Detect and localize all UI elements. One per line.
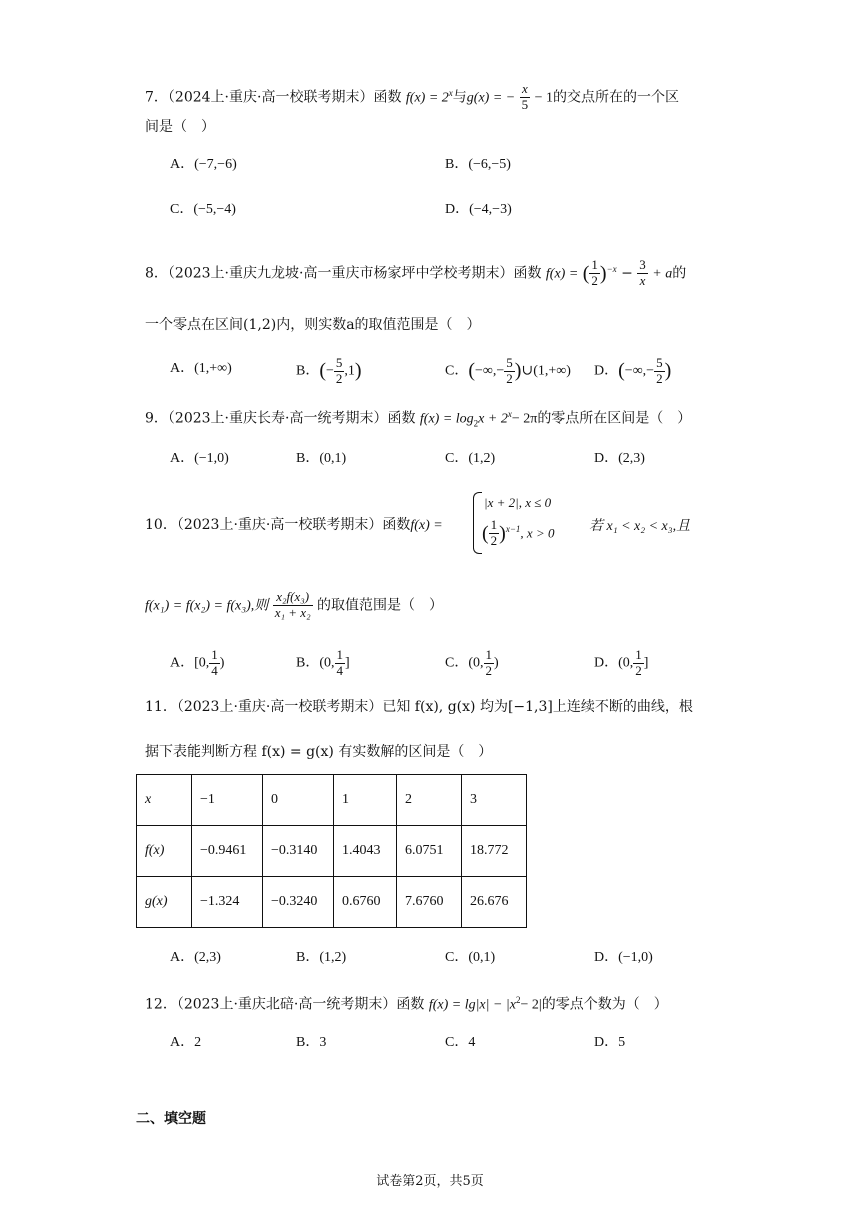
table-cell: 1 (334, 775, 397, 826)
q8-stem-line2: 一个零点在区间(1,2)内，则实数a的取值范围是（ ） (145, 317, 481, 333)
q10-stem-line1: 10．（2023上·重庆·高一校联考期末）函数f(x) = (145, 517, 443, 533)
q10-case2: ( $\frac{1}{2}$ )$^{x-1}$, x > 0 (482, 517, 555, 548)
q9-option-a[interactable]: A．(−1,0) (170, 451, 229, 466)
q12-option-a[interactable]: A．2 (170, 1035, 202, 1050)
q9-option-b[interactable]: B．(0,1) (296, 451, 347, 466)
q11-stem-line1: 11．（2023上·重庆·高一校联考期末）已知 f(x), g(x) 均为[−1,3]上连续不断的曲线，根 (145, 699, 693, 715)
section-heading-fill-in: 二、填空题 (136, 1111, 206, 1127)
q11-value-table (136, 774, 527, 928)
table-cell: −0.3140 (263, 826, 334, 877)
q10-option-a[interactable]: A．[0, $\frac{1}{4}$ ) (170, 647, 225, 678)
table-cell: −0.3240 (263, 877, 334, 928)
q12-option-b[interactable]: B．3 (296, 1035, 327, 1050)
q8-option-b[interactable]: B．(− $\frac{5}{2}$ ,1) (296, 355, 362, 386)
q8-fraction: $\frac{3}{x}$ (639, 257, 646, 288)
q7-fraction: $\frac{x}{5}$ (521, 81, 529, 112)
q8-option-d[interactable]: D．(−∞,− $\frac{5}{2}$ ) (594, 355, 672, 386)
table-cell: 2 (397, 775, 462, 826)
q10-option-b[interactable]: B．(0, $\frac{1}{4}$ ] (296, 647, 350, 678)
table-cell: 3 (462, 775, 527, 826)
q10-option-c[interactable]: C．(0, $\frac{1}{2}$ ) (445, 647, 499, 678)
q7-option-b[interactable]: B．(−6,−5) (445, 157, 511, 172)
q7-stem-line2: 间是（ ） (145, 119, 215, 135)
table-cell: −1 (192, 775, 263, 826)
q12-option-c[interactable]: C．4 (445, 1035, 476, 1050)
q12-option-d[interactable]: D．5 (594, 1035, 626, 1050)
table-cell: g(x) (137, 877, 192, 928)
q9-option-c[interactable]: C．(1,2) (445, 451, 496, 466)
table-cell: 1.4043 (334, 826, 397, 877)
q10-condition: 若 x₁ < x₂ < x₃,且 (589, 519, 691, 534)
table-cell: 18.772 (462, 826, 527, 877)
q9-option-d[interactable]: D．(2,3) (594, 451, 645, 466)
q11-option-d[interactable]: D．(−1,0) (594, 950, 653, 965)
q7-stem-line1: 7．（2024上·重庆·高一校联考期末）函数 $f(x) = 2^x$与g(x) = − $\frac{x}{5}$ − 1的交点所在的一个区 (145, 81, 680, 112)
q10-stem-line2: f(x₁) = f(x₂) = f(x₃),则 $\frac{\text{x₂f(x₃)}}{\text{x₁ + x₂}}$ 的取值范围是（ ） (145, 589, 444, 620)
q9-stem: 9．（2023上·重庆长寿·高一统考期末）函数 $f(x) = \log_2x + 2^x- 2\pi$的零点所在区间是（ ） (145, 409, 692, 429)
table-cell: 6.0751 (397, 826, 462, 877)
table-cell: 7.6760 (397, 877, 462, 928)
q12-stem: 12．（2023上·重庆北碚·高一统考期末）函数 $f(x) = \lg|x| - |x^2- 2|$的零点个数为（ ） (145, 995, 668, 1013)
table-cell: −0.9461 (192, 826, 263, 877)
q10-case1: |x + 2|, x ≤ 0 (484, 495, 552, 510)
q7-option-d[interactable]: D．(−4,−3) (445, 202, 512, 217)
q10-piecewise-brace (473, 492, 482, 554)
q7-option-a[interactable]: A．(−7,−6) (170, 157, 237, 172)
q11-option-b[interactable]: B．(1,2) (296, 950, 347, 965)
q7-option-c[interactable]: C．(−5,−4) (170, 202, 236, 217)
q10-option-d[interactable]: D．(0, $\frac{1}{2}$ ] (594, 647, 649, 678)
table-row (137, 877, 527, 928)
table-cell: x (137, 775, 192, 826)
table-cell: 26.676 (462, 877, 527, 928)
q8-option-a[interactable]: A．(1,+∞) (170, 361, 232, 376)
q8-option-c[interactable]: C．(−∞,− $\frac{5}{2}$ )∪(1,+∞) (445, 355, 571, 386)
q11-option-a[interactable]: A．(2,3) (170, 950, 221, 965)
table-cell: f(x) (137, 826, 192, 877)
table-cell: 0.6760 (334, 877, 397, 928)
table-cell: 0 (263, 775, 334, 826)
table-row (137, 826, 527, 877)
table-cell: −1.324 (192, 877, 263, 928)
q8-half-fraction: $\frac{1}{2}$ (591, 257, 598, 288)
table-row (137, 775, 527, 826)
q11-stem-line2: 据下表能判断方程 f(x) = g(x) 有实数解的区间是（ ） (145, 744, 493, 760)
q11-option-c[interactable]: C．(0,1) (445, 950, 496, 965)
page-footer: 试卷第2页，共5页 (376, 1174, 484, 1189)
q8-stem-line1: 8．（2023上·重庆九龙坡·高一重庆市杨家坪中学校考期末）函数 f(x) = ( $\frac{1}{2}$ )$^{-x}$ − $\frac{3}{x}$ + a的 (145, 257, 687, 288)
